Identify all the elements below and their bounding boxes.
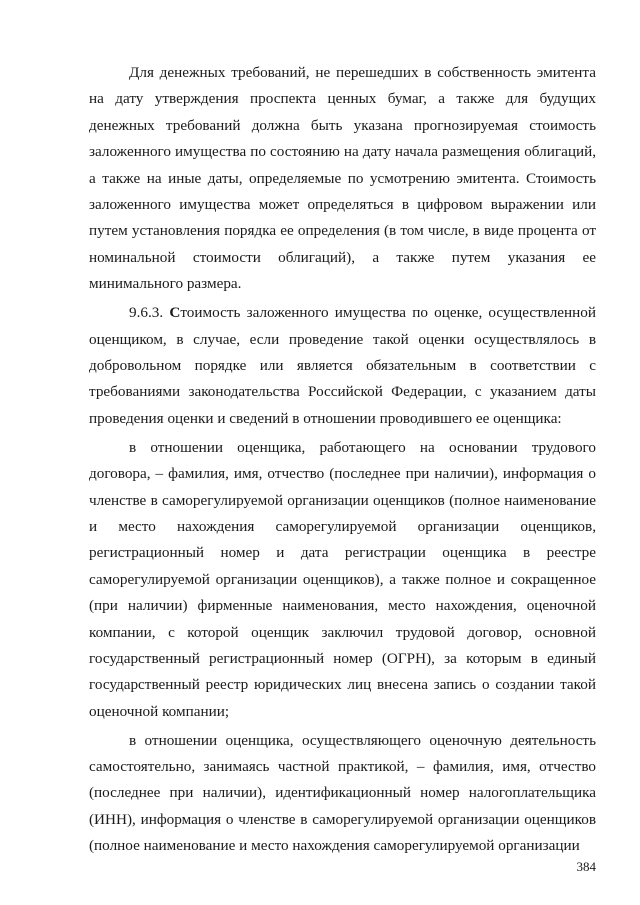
section-number: 9.6.3. bbox=[129, 304, 164, 322]
paragraph-monetary-claims bbox=[89, 60, 596, 298]
paragraph-text: в отношении оценщика, осуществляющего оценочную деятельность самостоятельно, занимаясь частной практикой, – фамилия, имя, отчество (последнее при наличии), идентификационный номер налогоплательщика (ИНН), информация о членстве в саморегулируемой организации оценщиков (полное наименование и место нахождения саморегулируемой организации bbox=[89, 731, 596, 855]
paragraph-963-valuation bbox=[89, 300, 596, 432]
paragraph-text: тоимость заложенного имущества по оценке, осуществленной оценщиком, в случае, если проведение такой оценки осуществлялось в добровольном порядке или является обязательным в соответствии с требованиями законодательства Российской Федерации, с указанием даты проведения оценки и сведений в отношении проводившего ее оценщика: bbox=[89, 304, 596, 427]
paragraph-private-appraiser bbox=[89, 728, 596, 860]
paragraph-text: в отношении оценщика, работающего на основании трудового договора, – фамилия, имя, отчество (последнее при наличии), информация о членстве в саморегулируемой организации оценщиков (полное наименование и место нахождения саморегулируемой организации оценщиков, регистрационный номер и дата регистрации оценщика в реестре саморегулируемой организации оценщиков), а также полное и сокращенное (при наличии) фирменные наименования, место нахождения, оценочной компании, с которой оценщик заключил трудовой договор, основной государственный регистрационный номер (ОГРН), за которым в единый государственный реестр юридических лиц внесена запись о создании такой оценочной компании; bbox=[89, 438, 596, 720]
paragraph-employed-appraiser bbox=[89, 435, 596, 725]
document-page bbox=[89, 60, 596, 860]
page-number: 384 bbox=[576, 859, 596, 874]
paragraph-text: Для денежных требований, не перешедших в собственность эмитента на дату утверждения проспекта ценных бумаг, а также для будущих денежных требований должна быть указана прогнозируемая стоимость заложенного имущества по состоянию на дату начала размещения облигаций, а также на иные даты, определяемые по усмотрению эмитента. Стоимость заложенного имущества может определяться в цифровом выражении или путем установления порядка ее определения (в том числе, в виде процента от номинальной стоимости облигаций), а также путем указания ее минимального размера. bbox=[89, 64, 596, 293]
section-lead-letter: С bbox=[169, 304, 181, 322]
